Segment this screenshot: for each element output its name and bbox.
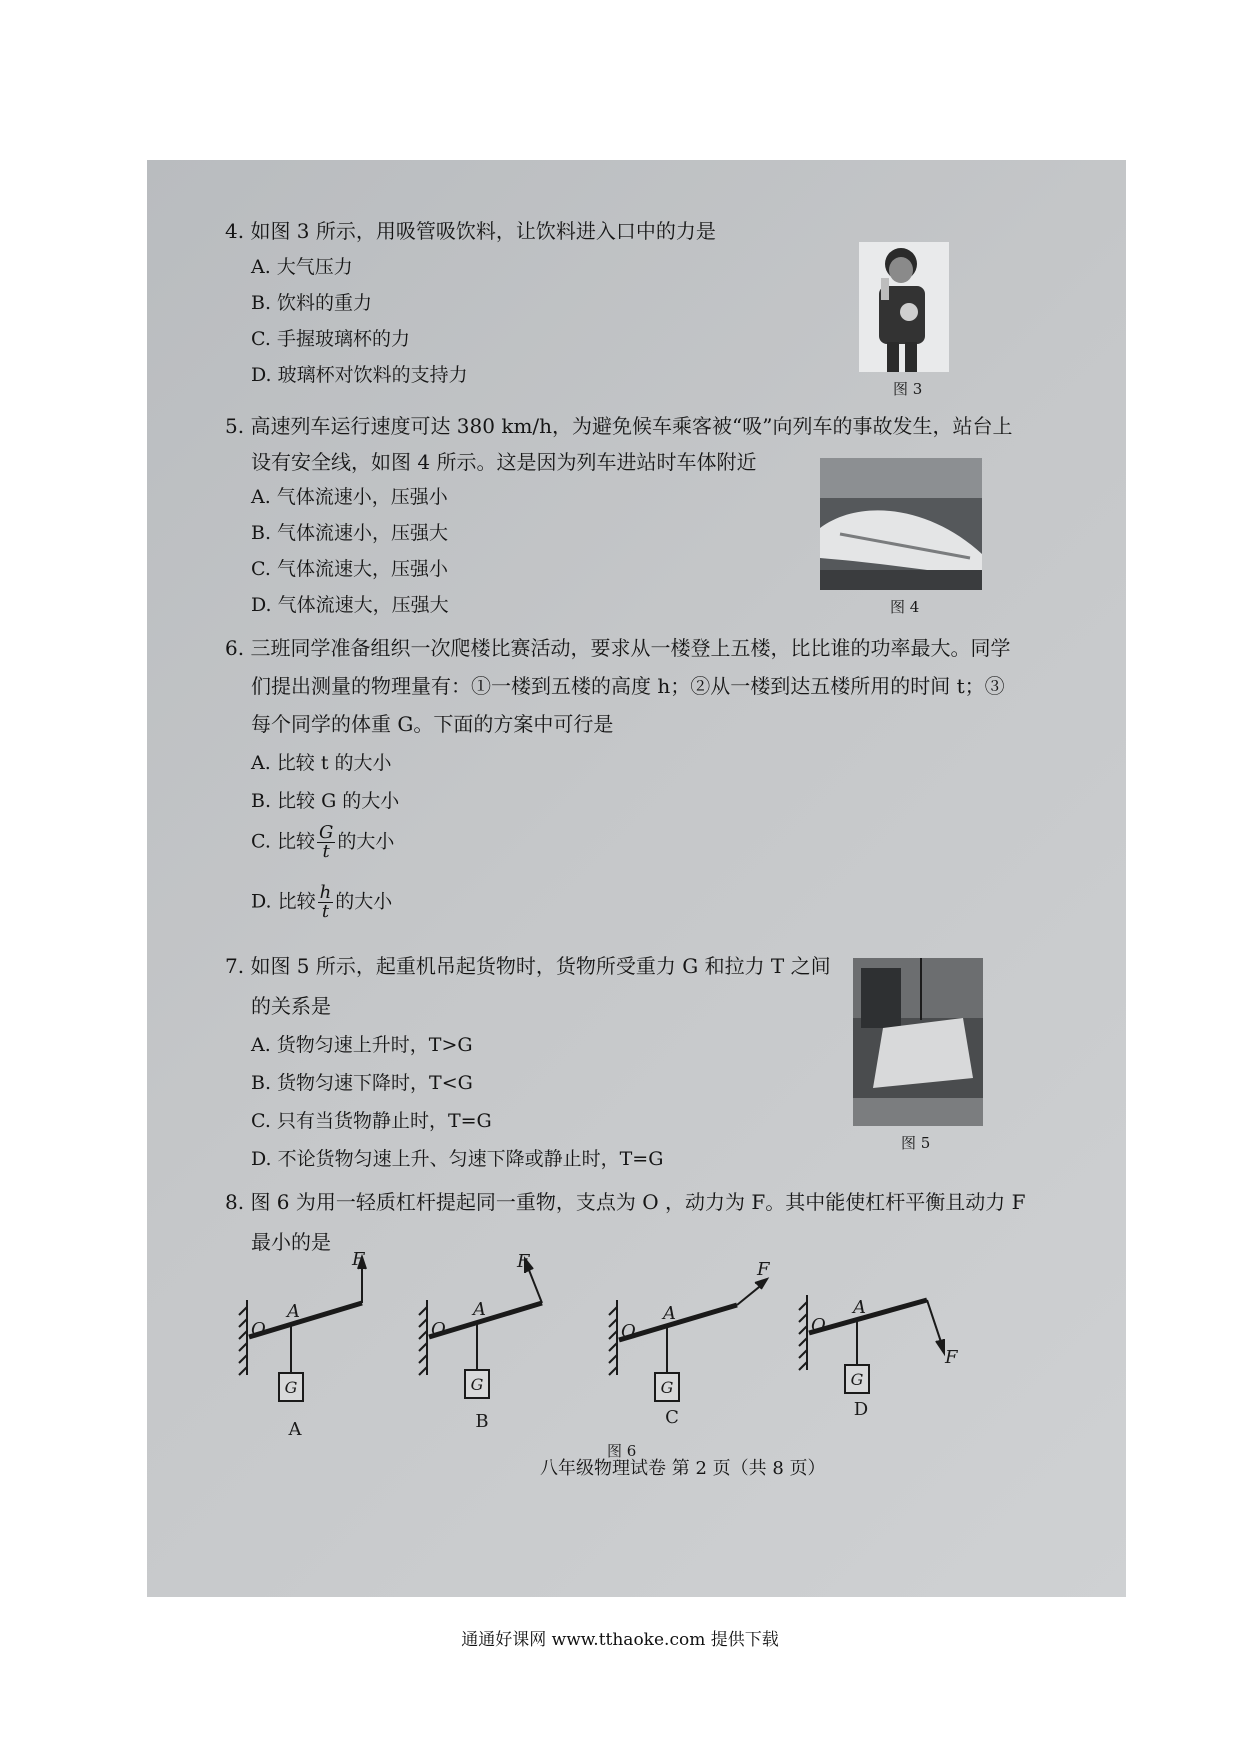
q4-option-d: D. 玻璃杯对饮料的支持力: [251, 364, 468, 386]
q6-option-d-prefix: D. 比较: [251, 890, 316, 913]
q7-option-d: D. 不论货物匀速上升、匀速下降或静止时，T=G: [251, 1148, 664, 1170]
figure-3-caption: 图 3: [893, 380, 923, 398]
figure-6-levers: [227, 1245, 1047, 1445]
lever-c-pivot-label: O: [621, 1321, 636, 1342]
lever-b-point-label: A: [473, 1299, 486, 1320]
q7-option-a: A. 货物匀速上升时，T>G: [251, 1034, 473, 1056]
q6-option-c-numerator: G: [318, 822, 334, 843]
q6-option-c: [251, 824, 394, 861]
lever-d-force-label: F: [945, 1347, 958, 1368]
q6-option-d-suffix: 的大小: [335, 890, 393, 913]
lever-a-point-label: A: [287, 1301, 300, 1322]
lever-c-caption: C: [665, 1407, 679, 1428]
q6-option-d-fraction: [318, 884, 334, 921]
q5-stem-line1: 5. 高速列车运行速度可达 380 km/h，为避免候车乘客被“吸”向列车的事故发生，站台上: [225, 414, 1013, 438]
q5-stem-line2: 设有安全线，如图 4 所示。这是因为列车进站时车体附近: [251, 450, 757, 474]
q7-stem-line2: 的关系是: [251, 994, 331, 1018]
q4-option-c: C. 手握玻璃杯的力: [251, 328, 410, 350]
scanned-page: [147, 160, 1126, 1597]
figure-5-photo: [853, 958, 983, 1126]
lever-a-pivot-label: O: [251, 1319, 266, 1340]
q7-option-b: B. 货物匀速下降时，T<G: [251, 1072, 473, 1094]
lever-a-force-label: F: [352, 1249, 365, 1270]
q5-option-b: B. 气体流速小，压强大: [251, 522, 449, 544]
figure-4-caption: 图 4: [890, 598, 920, 616]
lever-b-caption: B: [475, 1411, 489, 1432]
q6-option-c-prefix: C. 比较: [251, 830, 315, 853]
q4-option-b: B. 饮料的重力: [251, 292, 373, 314]
lever-d: [799, 1295, 944, 1393]
q4-option-a: A. 大气压力: [251, 256, 353, 278]
lever-b-pivot-label: O: [431, 1319, 446, 1340]
q6-stem-line1: 6. 三班同学准备组织一次爬楼比赛活动，要求从一楼登上五楼，比比谁的功率最大。同学: [225, 636, 1011, 660]
exam-page-footer: 八年级物理试卷 第 2 页（共 8 页）: [540, 1458, 826, 1479]
q6-option-d: [251, 884, 392, 921]
q6-option-c-suffix: 的大小: [337, 830, 395, 853]
lever-b-weight-label: G: [470, 1375, 484, 1394]
q6-option-b: B. 比较 G 的大小: [251, 790, 400, 812]
lever-d-pivot-label: O: [811, 1315, 826, 1336]
lever-c-force-label: F: [757, 1259, 770, 1280]
lever-c-point-label: A: [663, 1303, 676, 1324]
figure-4-photo: [820, 458, 982, 590]
lever-c-weight-label: G: [660, 1378, 674, 1397]
q6-option-d-numerator: h: [319, 882, 332, 903]
figure-3-photo: [859, 242, 949, 372]
q8-stem-line2: 最小的是: [251, 1230, 331, 1254]
q4-stem: 4. 如图 3 所示，用吸管吸饮料，让饮料进入口中的力是: [225, 219, 716, 243]
lever-d-weight-label: G: [850, 1370, 864, 1389]
figure-6-caption: 图 6: [607, 1442, 637, 1460]
figure-5-caption: 图 5: [901, 1134, 931, 1152]
q5-option-a: A. 气体流速小，压强小: [251, 486, 448, 508]
q5-option-c: C. 气体流速大，压强小: [251, 558, 448, 580]
lever-a-caption: A: [288, 1419, 302, 1440]
lever-a-weight-label: G: [284, 1378, 298, 1397]
q7-option-c: C. 只有当货物静止时，T=G: [251, 1110, 492, 1132]
q7-stem-line1: 7. 如图 5 所示，起重机吊起货物时，货物所受重力 G 和拉力 T 之间: [225, 954, 831, 978]
site-footer: 通通好课网 www.tthaoke.com 提供下载: [461, 1630, 779, 1650]
lever-d-caption: D: [853, 1399, 869, 1420]
q5-option-d: D. 气体流速大，压强大: [251, 594, 449, 616]
lever-b-force-label: F: [517, 1251, 530, 1272]
lever-d-point-label: A: [853, 1297, 866, 1318]
q6-stem-line2: 们提出测量的物理量有：①一楼到五楼的高度 h；②从一楼到达五楼所用的时间 t；③: [251, 674, 1005, 698]
q6-option-a: A. 比较 t 的大小: [251, 752, 392, 774]
q8-stem-line1: 8. 图 6 为用一轻质杠杆提起同一重物，支点为 O ，动力为 F。其中能使杠杆平衡且动力 F: [225, 1190, 1026, 1214]
q6-option-c-denominator: t: [322, 841, 330, 862]
q6-stem-line3: 每个同学的体重 G。下面的方案中可行是: [251, 712, 614, 736]
q6-option-c-fraction: [317, 824, 335, 861]
q6-option-d-denominator: t: [321, 901, 330, 922]
